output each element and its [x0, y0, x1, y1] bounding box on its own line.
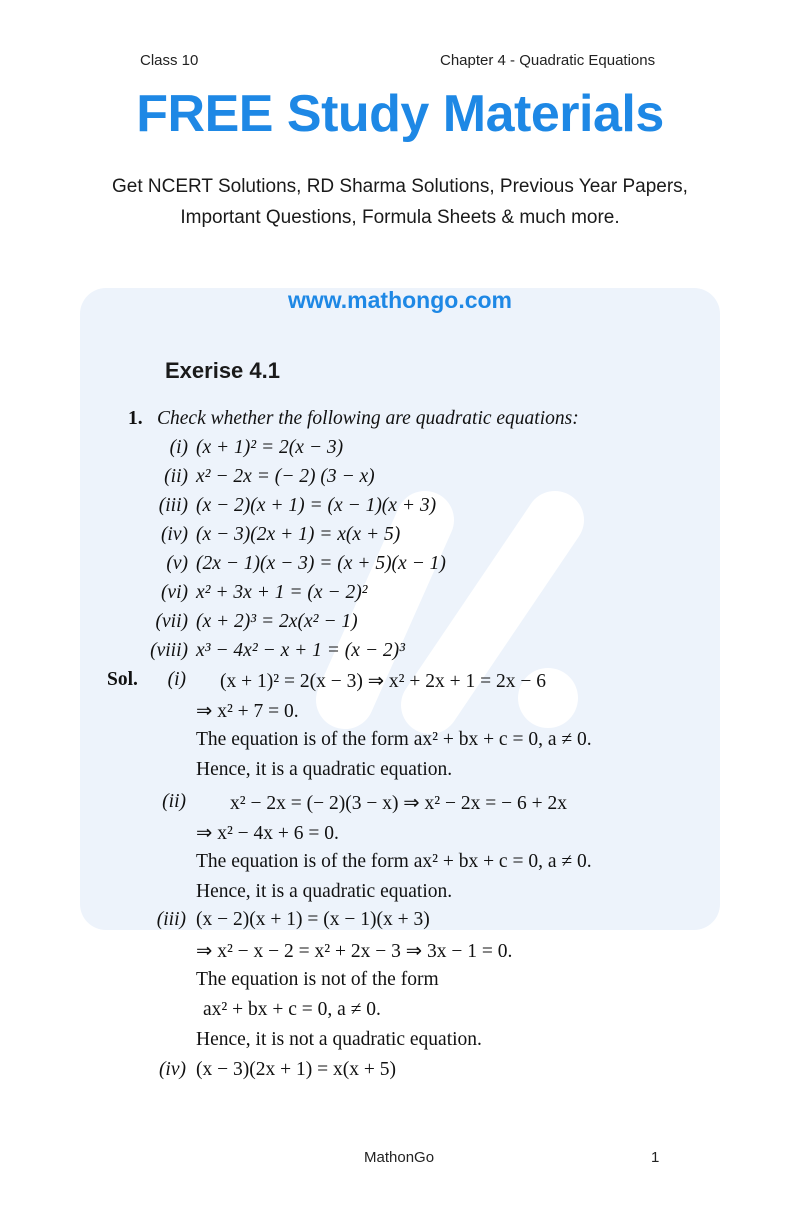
- solution-part-label: (i): [167, 669, 186, 690]
- question-part-label: (viii): [150, 640, 188, 661]
- website-link[interactable]: www.mathongo.com: [287, 287, 513, 313]
- question-part-equation: (x + 1)² = 2(x − 3): [196, 437, 344, 458]
- solution-line: (x + 1)² = 2(x − 3) ⇒ x² + 2x + 1 = 2x − 6: [220, 671, 546, 692]
- question-part-label: (v): [166, 553, 188, 574]
- solution-line: x² − 2x = (− 2)(3 − x) ⇒ x² − 2x = − 6 + 2x: [230, 793, 567, 814]
- question-part-label: (iv): [160, 524, 188, 545]
- solution-line: Hence, it is not a quadratic equation.: [196, 1029, 482, 1050]
- banner-line-1: Get NCERT Solutions, RD Sharma Solutions, Previous Year Papers,: [112, 176, 688, 197]
- question-part-label: (ii): [164, 466, 188, 487]
- solution-line: Hence, it is a quadratic equation.: [196, 759, 453, 780]
- question-part-label: (i): [169, 437, 188, 458]
- question-part-label: (iii): [158, 495, 188, 516]
- footer-brand: MathonGo: [364, 1149, 435, 1166]
- question-part-equation: x² − 2x = (− 2) (3 − x): [196, 466, 375, 487]
- solution-part-label: (iii): [156, 909, 186, 930]
- banner-title: FREE Study Materials: [136, 85, 664, 143]
- solution-line: The equation is of the form ax² + bx + c = 0, a ≠ 0.: [196, 851, 592, 872]
- question-part-label: (vi): [160, 582, 188, 603]
- solution-line: ⇒ x² − 4x + 6 = 0.: [196, 823, 339, 844]
- solution-line: The equation is not of the form: [196, 969, 439, 990]
- solution-line: ax² + bx + c = 0, a ≠ 0.: [203, 999, 381, 1020]
- solution-part-label: (ii): [162, 791, 186, 812]
- question-number: 1.: [128, 408, 143, 429]
- question-prompt: Check whether the following are quadratic equations:: [157, 408, 579, 429]
- solution-part-label: (iv): [158, 1059, 186, 1080]
- question-part-equation: x² + 3x + 1 = (x − 2)²: [196, 582, 368, 603]
- class-label: Class 10: [140, 52, 199, 69]
- solution-line: (x − 2)(x + 1) = (x − 1)(x + 3): [196, 909, 430, 930]
- question-part-equation: (x + 2)³ = 2x(x² − 1): [196, 611, 358, 632]
- question-part-equation: (2x − 1)(x − 3) = (x + 5)(x − 1): [196, 553, 446, 574]
- solution-line: (x − 3)(2x + 1) = x(x + 5): [196, 1059, 396, 1080]
- solution-line: ⇒ x² + 7 = 0.: [196, 701, 299, 722]
- question-part-label: (vii): [155, 611, 188, 632]
- solution-line: The equation is of the form ax² + bx + c = 0, a ≠ 0.: [196, 729, 592, 750]
- banner-line-2: Important Questions, Formula Sheets & much more.: [180, 207, 620, 228]
- solution-line: ⇒ x² − x − 2 = x² + 2x − 3 ⇒ 3x − 1 = 0.: [196, 941, 513, 962]
- question-part-equation: (x − 2)(x + 1) = (x − 1)(x + 3): [196, 495, 437, 516]
- exercise-title: Exerise 4.1: [165, 358, 280, 383]
- question-part-equation: x³ − 4x² − x + 1 = (x − 2)³: [196, 640, 405, 661]
- page-number: 1: [651, 1149, 660, 1166]
- solution-label: Sol.: [107, 669, 138, 690]
- question-part-equation: (x − 3)(2x + 1) = x(x + 5): [196, 524, 401, 545]
- solution-line: Hence, it is a quadratic equation.: [196, 881, 453, 902]
- chapter-label: Chapter 4 - Quadratic Equations: [440, 52, 656, 69]
